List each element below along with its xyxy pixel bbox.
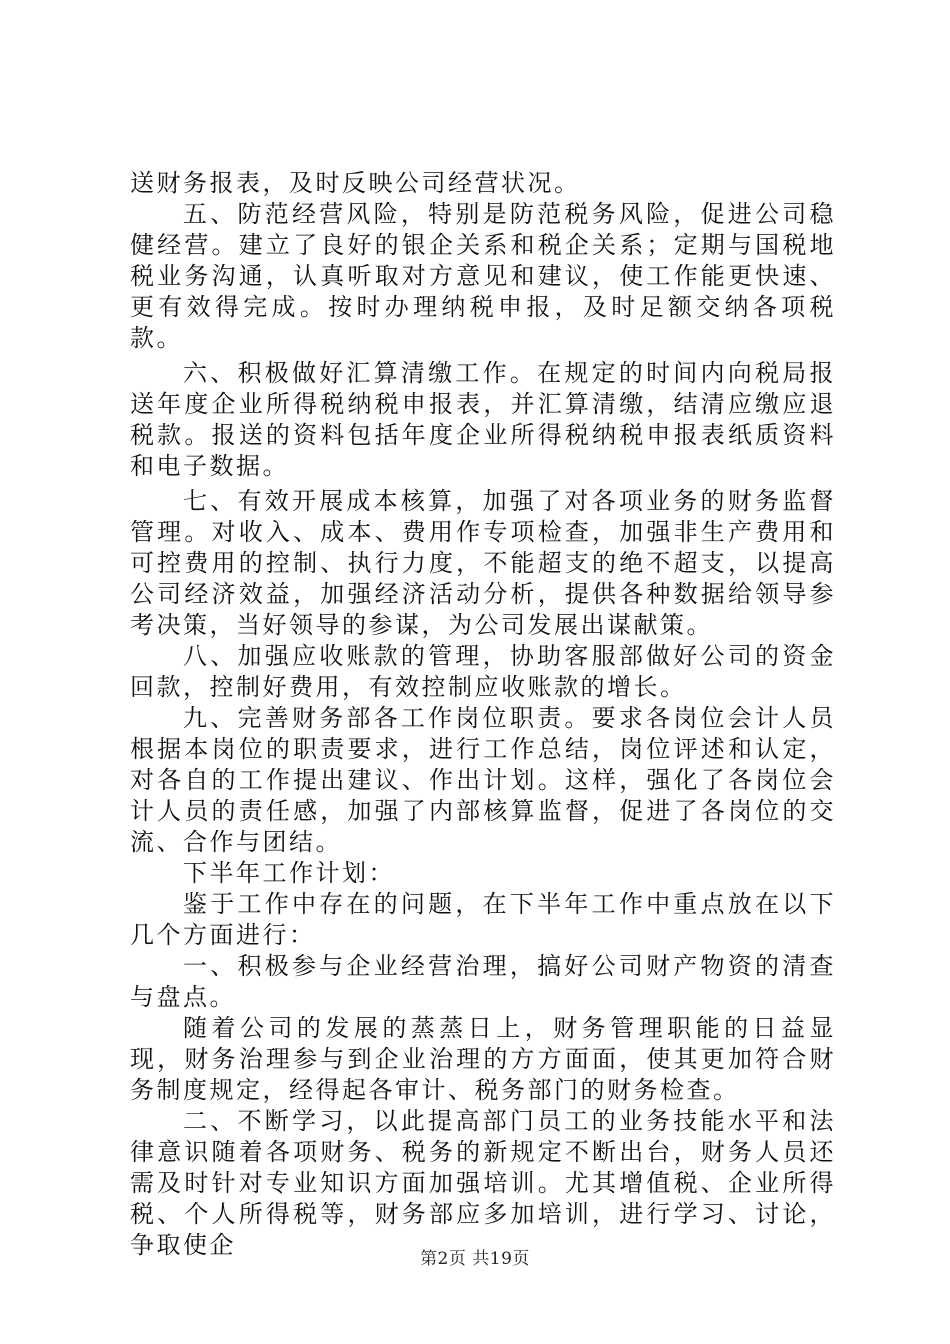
page-number-footer: 第2页 共19页 [420, 1249, 530, 1269]
paragraph-continuation: 送财务报表，及时反映公司经营状况。 [130, 169, 581, 197]
document-body [130, 168, 836, 1261]
paragraph-plan-item-1: 一、积极参与企业经营治理，搞好公司财产物资的清查与盘点。 [130, 952, 836, 1011]
section-heading-second-half-plan: 下半年工作计划： [183, 859, 395, 887]
paragraph-item-7: 七、有效开展成本核算，加强了对各项业务的财务监督管理。对收入、成本、费用作专项检查，加强非生产费用和可控费用的控制、执行力度，不能超支的绝不超支，以提高公司经济效益，加强经济活动分析，提供各种数据给领导参考决策，当好领导的参谋，为公司发展出谋献策。 [130, 487, 836, 639]
paragraph-item-8: 八、加强应收账款的管理，协助客服部做好公司的资金回款，控制好费用，有效控制应收账款的增长。 [130, 642, 836, 701]
paragraph-plan-item-2: 二、不断学习，以此提高部门员工的业务技能水平和法律意识随着各项财务、税务的新规定不断出台，财务人员还需及时针对专业知识方面加强培训。尤其增值税、企业所得税、个人所得税等，财务部应多加培训，进行学习、讨论，争取使企 [130, 1107, 836, 1259]
paragraph-plan-intro: 鉴于工作中存在的问题，在下半年工作中重点放在以下几个方面进行： [130, 890, 836, 949]
paragraph-item-5: 五、防范经营风险，特别是防范税务风险，促进公司稳健经营。建立了良好的银企关系和税企关系；定期与国税地税业务沟通，认真听取对方意见和建议，使工作能更快速、更有效得完成。按时办理纳税申报，及时足额交纳各项税款。 [130, 200, 836, 352]
paragraph-item-9: 九、完善财务部各工作岗位职责。要求各岗位会计人员根据本岗位的职责要求，进行工作总结，岗位评述和认定，对各自的工作提出建议、作出计划。这样，强化了各岗位会计人员的责任感，加强了内部核算监督，促进了各岗位的交流、合作与团结。 [130, 704, 836, 856]
paragraph-plan-detail: 随着公司的发展的蒸蒸日上，财务管理职能的日益显现，财务治理参与到企业治理的方方面面，使其更加符合财务制度规定，经得起各审计、税务部门的财务检查。 [130, 1014, 836, 1104]
paragraph-item-6: 六、积极做好汇算清缴工作。在规定的时间内向税局报送年度企业所得税纳税申报表，并汇算清缴，结清应缴应退税款。报送的资料包括年度企业所得税纳税申报表纸质资料和电子数据。 [130, 359, 836, 480]
